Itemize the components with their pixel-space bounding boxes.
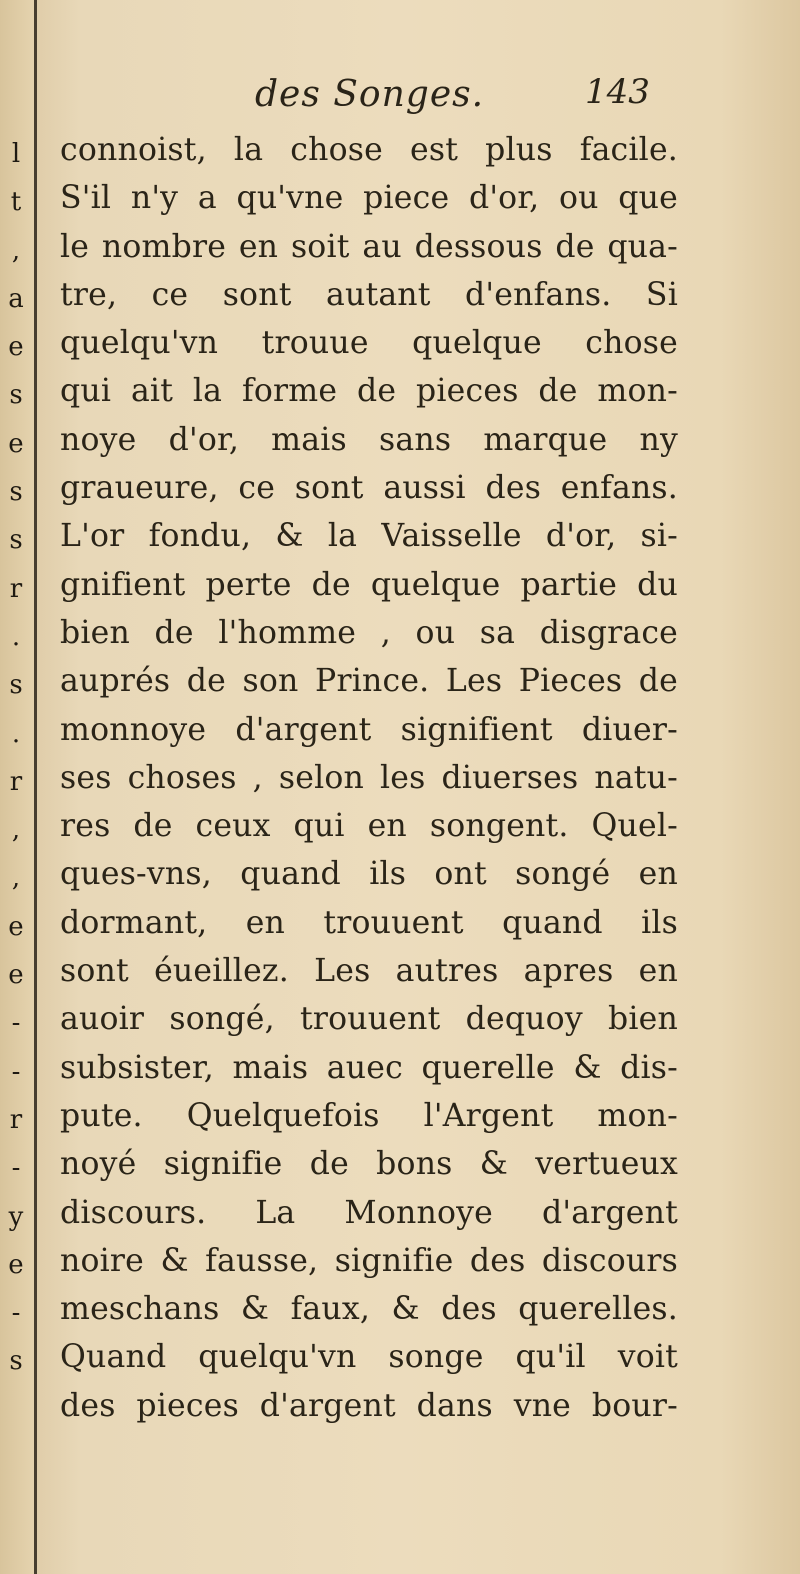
margin-letter: e <box>8 332 24 363</box>
text-line: auprés de son Prince. Les Pieces de <box>60 663 678 700</box>
body-text <box>60 126 678 1430</box>
text-line: dormant, en trouuent quand ils <box>60 904 678 941</box>
text-line: subsister, mais auec querelle & dis- <box>60 1049 678 1086</box>
text-line: ses choses , selon les diuerses natu- <box>60 759 678 796</box>
facing-page-margin-letters <box>0 130 30 1386</box>
margin-letter: , <box>11 235 21 266</box>
margin-letter: r <box>9 573 23 604</box>
text-line: sont éueillez. Les autres apres en <box>60 953 678 990</box>
running-title: des Songes. <box>255 74 485 115</box>
margin-letter: r <box>9 766 23 797</box>
text-line: ques-vns, quand ils ont songé en <box>60 856 678 893</box>
text-line: gnifient perte de quelque partie du <box>60 566 678 603</box>
margin-letter: l <box>11 139 21 169</box>
margin-letter: a <box>8 283 24 314</box>
text-line: le nombre en soit au dessous de qua- <box>60 228 678 265</box>
margin-letter: , <box>11 815 21 846</box>
text-line: S'il n'y a qu'vne piece d'or, ou que <box>60 180 678 217</box>
margin-letter: . <box>11 621 21 652</box>
margin-letter: e <box>8 911 24 942</box>
margin-letter: s <box>9 525 23 556</box>
text-line: bien de l'homme , ou sa disgrace <box>60 614 678 651</box>
text-line: meschans & faux, & des querelles. <box>60 1291 678 1328</box>
text-line: tre, ce sont autant d'enfans. Si <box>60 276 678 313</box>
text-line: discours. La Monnoye d'argent <box>60 1194 678 1231</box>
page-number: 143 <box>585 72 650 112</box>
text-line: res de ceux qui en songent. Quel- <box>60 808 678 845</box>
margin-letter: s <box>9 670 23 701</box>
margin-letter: y <box>8 1201 24 1232</box>
text-line: quelqu'vn trouue quelque chose <box>60 325 678 362</box>
text-line: pute. Quelquefois l'Argent mon- <box>60 1097 678 1134</box>
margin-letter: s <box>9 380 23 411</box>
margin-letter: t <box>10 187 22 218</box>
margin-letter: , <box>11 863 21 894</box>
margin-letter: s <box>9 477 23 508</box>
text-line: qui ait la forme de pieces de mon- <box>60 373 678 410</box>
text-line: graueure, ce sont aussi des enfans. <box>60 470 678 507</box>
margin-letter: e <box>8 1249 24 1280</box>
margin-letter: - <box>11 1153 21 1184</box>
text-line: noire & fausse, signifie des discours <box>60 1242 678 1279</box>
text-line: noyé signifie de bons & vertueux <box>60 1146 678 1183</box>
margin-letter: - <box>11 1298 21 1329</box>
text-line: noye d'or, mais sans marque ny <box>60 421 678 458</box>
page-gutter <box>34 0 37 1574</box>
page-header <box>255 72 695 128</box>
text-line: L'or fondu, & la Vaisselle d'or, si- <box>60 518 678 555</box>
margin-letter: - <box>11 1056 21 1087</box>
margin-letter: e <box>8 428 24 459</box>
margin-letter: s <box>9 1346 23 1377</box>
margin-letter: - <box>11 1008 21 1039</box>
text-line: monnoye d'argent signifient diuer- <box>60 711 678 748</box>
margin-letter: . <box>11 718 21 749</box>
margin-letter: r <box>9 1104 23 1135</box>
text-line: des pieces d'argent dans vne bour- <box>60 1387 678 1424</box>
text-line: auoir songé, trouuent dequoy bien <box>60 1001 678 1038</box>
margin-letter: e <box>8 960 24 991</box>
text-line: Quand quelqu'vn songe qu'il voit <box>60 1339 678 1376</box>
text-line: connoist, la chose est plus facile. <box>60 132 678 168</box>
